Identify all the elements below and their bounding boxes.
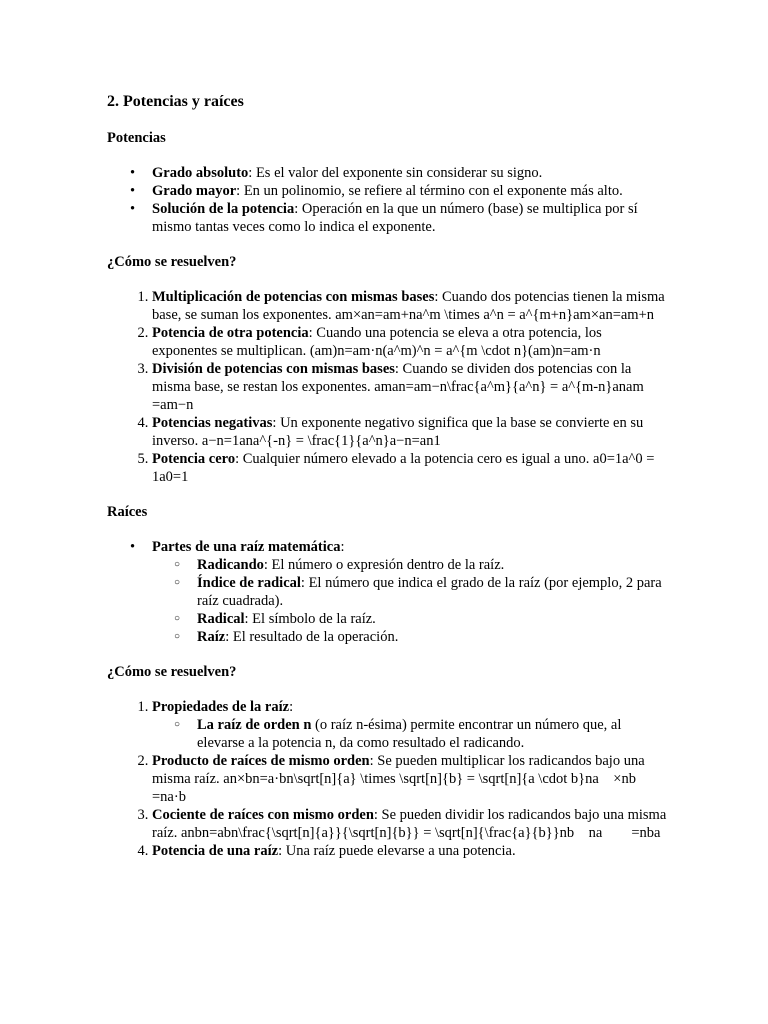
term: Potencia de otra potencia <box>152 325 309 341</box>
list-item <box>152 200 668 236</box>
list-item <box>152 842 668 860</box>
definition: : En un polinomio, se refiere al término con el exponente más alto. <box>236 183 623 199</box>
definition: : Cualquier número elevado a la potencia cero es igual a uno. a0=1a^0 = 1a0=1 <box>152 451 655 485</box>
raices-sublist <box>152 556 668 646</box>
definition: : Se pueden dividir los radicandos bajo una misma raíz. anbn=abn\frac{\sqrt[n]{a}}{\sqrt[n]{b}} = \sqrt[n]{\frac{a}{b}}nb na =nba <box>152 807 667 841</box>
term: Radical <box>197 611 245 627</box>
list-item <box>152 360 668 414</box>
term: Producto de raíces de mismo orden <box>152 753 370 769</box>
list-item <box>152 698 668 752</box>
term: La raíz de orden n <box>197 717 312 733</box>
potencias-list <box>107 164 668 236</box>
term: Grado mayor <box>152 183 237 199</box>
definition: : El número que indica el grado de la raíz (por ejemplo, 2 para raíz cuadrada). <box>197 575 662 609</box>
definition: : Es el valor del exponente sin considerar su signo. <box>248 165 543 181</box>
definition: : El resultado de la operación. <box>225 629 399 645</box>
definition: : Una raíz puede elevarse a una potencia. <box>278 843 516 859</box>
list-item <box>152 324 668 360</box>
potencias-resolver-heading: ¿Cómo se resuelven? <box>107 254 237 270</box>
list-item <box>152 182 668 200</box>
term: Cociente de raíces con mismo orden <box>152 807 374 823</box>
section-title: 2. Potencias y raíces <box>107 93 244 110</box>
definition: : El símbolo de la raíz. <box>244 611 376 627</box>
term: División de potencias con mismas bases <box>152 361 395 377</box>
term: Potencias negativas <box>152 415 273 431</box>
raices-resolver-list <box>107 698 668 860</box>
raices-resolver-sublist <box>152 716 668 752</box>
list-item <box>152 752 668 806</box>
list-item <box>152 164 668 182</box>
list-item <box>152 288 668 324</box>
definition: (o raíz n-ésima) permite encontrar un número que, al elevarse a la potencia n, da como resultado el radicando. <box>197 717 622 751</box>
term: Grado absoluto <box>152 165 249 181</box>
term: Multiplicación de potencias con mismas bases <box>152 289 435 305</box>
definition: : Un exponente negativo significa que la base se convierte en su inverso. a−n=1ana^{-n} = \frac{1}{a^n}a−n=an1 <box>152 415 644 449</box>
term: Solución de la potencia <box>152 201 295 217</box>
definition: : <box>289 699 294 715</box>
term: Partes de una raíz matemática <box>152 539 341 555</box>
definition: : Se pueden multiplicar los radicandos bajo una misma raíz. an×bn=a·bn\sqrt[n]{a} \times \sqrt[n]{b} = \sqrt[n]{a \cdot b}na ×nb =na·b <box>152 753 651 805</box>
term: Índice de radical <box>197 575 301 591</box>
sublist-item <box>197 628 668 646</box>
definition: : El número o expresión dentro de la raíz. <box>263 557 505 573</box>
sublist-item <box>197 610 668 628</box>
raices-list <box>107 538 668 646</box>
list-item <box>152 538 668 646</box>
potencias-heading: Potencias <box>107 130 166 146</box>
sublist-item <box>197 574 668 610</box>
sublist-item <box>197 556 668 574</box>
definition: : Operación en la que un número (base) se multiplica por sí mismo tantas veces como lo indica el exponente. <box>152 201 638 235</box>
list-item <box>152 806 668 842</box>
raices-resolver-heading: ¿Cómo se resuelven? <box>107 664 237 680</box>
term: Radicando <box>197 557 264 573</box>
term: Potencia de una raíz <box>152 843 279 859</box>
potencias-resolver-list <box>107 288 668 486</box>
definition: : <box>340 539 345 555</box>
term: Potencia cero <box>152 451 236 467</box>
sublist-item <box>197 716 668 752</box>
definition: : Cuando una potencia se eleva a otra potencia, los exponentes se multiplican. (am)n=am·n(a^m)^n = a^{m \cdot n}(am)n=am·n <box>152 325 602 359</box>
list-item <box>152 414 668 450</box>
term: Propiedades de la raíz <box>152 699 290 715</box>
term: Raíz <box>197 629 226 645</box>
definition: : Cuando dos potencias tienen la misma base, se suman los exponentes. am×an=am+na^m \times a^n = a^{m+n}am×an=am+n <box>152 289 665 323</box>
definition: : Cuando se dividen dos potencias con la misma base, se restan los exponentes. aman=am−n\frac{a^m}{a^n} = a^{m-n}anam =am−n <box>152 361 659 413</box>
list-item <box>152 450 668 486</box>
raices-heading: Raíces <box>107 504 148 520</box>
